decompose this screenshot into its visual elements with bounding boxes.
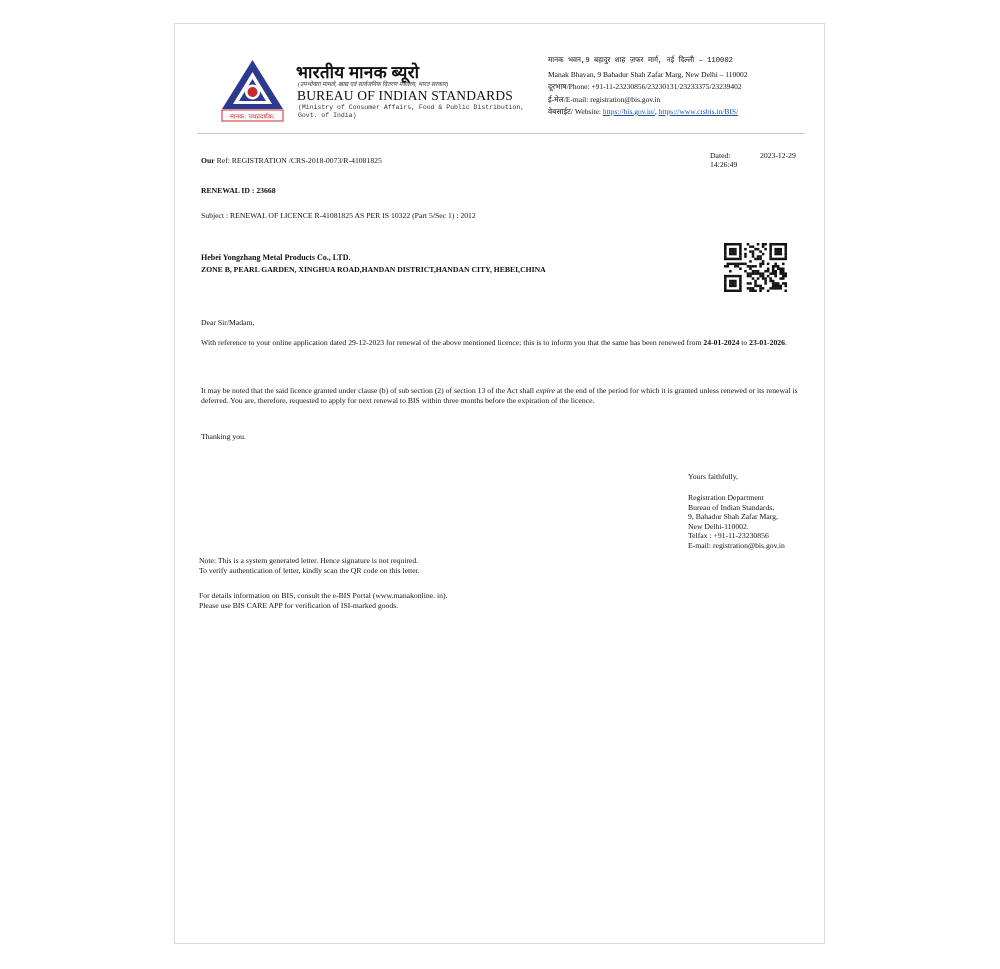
website-link-crsbis[interactable]: https://www.crsbis.in/BIS/ <box>658 107 739 116</box>
para2-start: It may be noted that the said licence granted under clause (b) of sub section (2) of section 13 of the Act shall <box>201 386 536 395</box>
header-divider <box>197 133 805 134</box>
salutation: Dear Sir/Madam, <box>201 318 255 327</box>
website-line <box>548 107 818 116</box>
para1-end: . <box>785 338 787 347</box>
address-hindi: मानक भवन,9 बहादुर शाह ज़फर मार्ग, नई दिल्ली – 110002 <box>548 57 733 65</box>
para1-text: With reference to your online application dated 29-12-2023 for renewal of the above mentioned licence; this is to inform you that the same has been renewed from <box>201 338 704 347</box>
logo-motto: मानक: पथप्रदर्शक: <box>229 112 276 121</box>
bis-hindi-title: भारतीय मानक ब्यूरो <box>296 63 420 82</box>
address-english: Manak Bhavan, 9 Bahadur Shah Zafar Marg, New Delhi – 110002 <box>548 70 748 79</box>
phone-line: दूरभाष/Phone: +91-11-23230856/23230131/23233375/23239402 <box>548 82 742 91</box>
sign-line: New Delhi-110002. <box>688 521 749 531</box>
website-separator: , <box>654 107 657 116</box>
qr-code-icon[interactable] <box>724 243 787 292</box>
bis-logo-icon <box>219 57 286 124</box>
para2-end: at the end of the period for which it is granted unless renewed or its renewal is deferred. You are, therefore, requested to apply for next renewal to BIS within three months before the expiration of the licence. <box>201 386 798 405</box>
renewal-from-date: 24-01-2024 <box>703 338 740 347</box>
reference-text: Ref: REGISTRATION /CRS-2018-0073/R-41081825 <box>214 156 382 165</box>
dated-label: Dated: <box>710 151 731 160</box>
sign-line: 9, Bahadur Shah Zafar Marg, <box>688 512 778 522</box>
letter-page <box>174 23 825 944</box>
para2-italic: expire <box>535 386 555 395</box>
dated-date: 2023-12-29 <box>760 151 796 160</box>
para1-to-word: to <box>739 338 750 347</box>
subject-line: Subject : RENEWAL OF LICENCE R-41081825 AS PER IS 10322 (Part 5/Sec 1) : 2012 <box>201 211 476 220</box>
details-line: For details information on BIS, consult the e-BIS Portal (www.manakonline. in). <box>199 591 448 600</box>
website-link-bis[interactable]: https://bis.gov.in/ <box>602 107 655 116</box>
renewal-id: RENEWAL ID : 23668 <box>201 186 276 195</box>
website-label: वेबसाईट/ Website: <box>548 107 601 116</box>
body-paragraph-expiry <box>201 386 811 406</box>
signature-block <box>688 493 785 551</box>
email-line: ई-मेल/E-mail: registration@bis.gov.in <box>548 95 661 104</box>
note-line: To verify authentication of letter, kindly scan the QR code on this letter. <box>199 566 420 575</box>
details-line: Please use BIS CARE APP for verification of ISI-marked goods. <box>199 601 399 610</box>
ministry-line: Govt. of India) <box>298 111 357 119</box>
note-line: Note: This is a system generated letter. Hence signature is not required. <box>199 556 419 565</box>
sign-line: Registration Department <box>688 493 764 502</box>
sign-line: Telfax : +91-11-23230856 <box>688 531 769 541</box>
note-block <box>199 556 420 576</box>
bis-hindi-subtitle: (उपभोक्ता मामले, खाद्य एवं सार्वजनिक वितरण मंत्रालय, भारत सरकार) <box>298 82 449 88</box>
body-paragraph-renewal <box>201 338 811 348</box>
ministry-text <box>298 104 538 119</box>
ministry-line: (Ministry of Consumer Affairs, Food & Public Distribution, <box>298 104 525 111</box>
reference-line <box>201 156 382 165</box>
company-address: ZONE B, PEARL GARDEN, XINGHUA ROAD,HANDAN DISTRICT,HANDAN CITY, HEBEI,CHINA <box>201 265 546 274</box>
thanking-line: Thanking you. <box>201 432 246 441</box>
bis-english-title: BUREAU OF INDIAN STANDARDS <box>297 88 514 103</box>
sign-line: E-mail: registration@bis.gov.in <box>688 540 785 550</box>
renewal-to-date: 23-01-2026 <box>749 338 785 347</box>
closing-line: Yours faithfully, <box>688 472 738 481</box>
reference-prefix: Our <box>201 156 215 165</box>
company-name: Hebei Yongzhang Metal Products Co., LTD. <box>201 253 351 262</box>
dated-time: 14:26:49 <box>710 160 738 169</box>
details-block <box>199 591 447 611</box>
sign-line: Bureau of Indian Standards, <box>688 502 775 512</box>
dated-block <box>710 151 737 169</box>
